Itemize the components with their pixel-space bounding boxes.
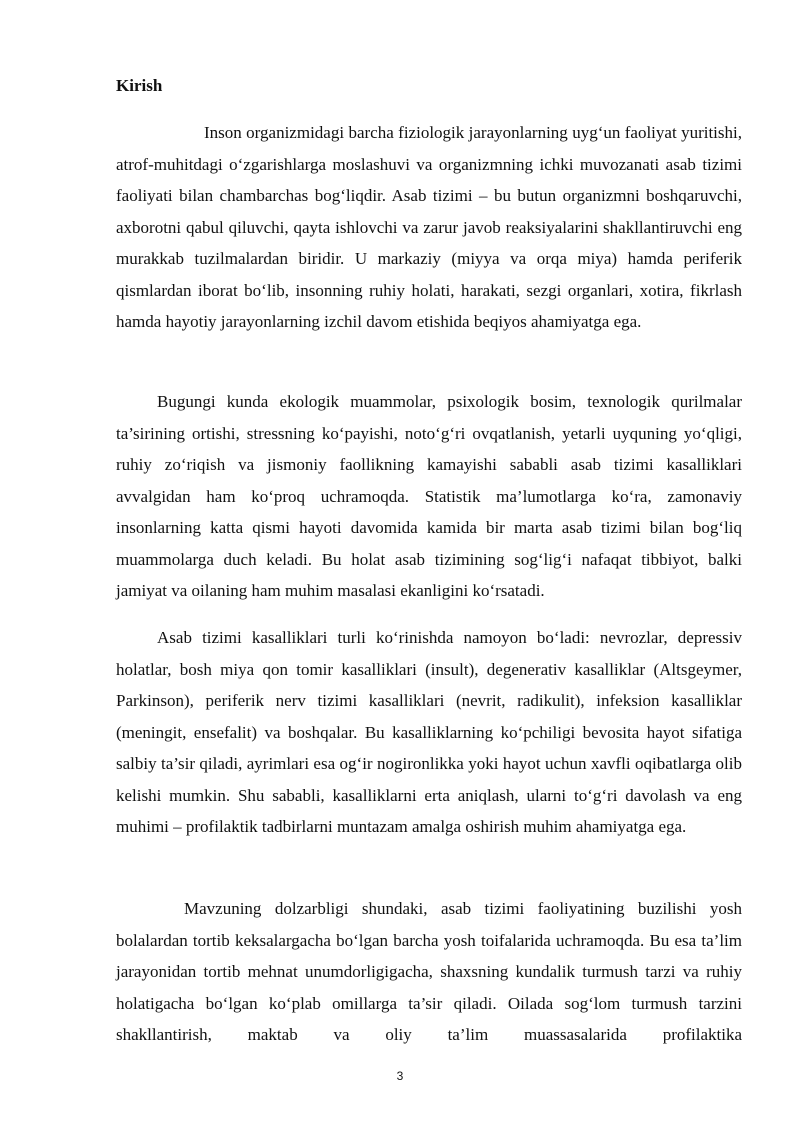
paragraph-3: Asab tizimi kasalliklari turli ko‘rinishda namoyon bo‘ladi: nevrozlar, depressiv holatlar, bosh miya qon tomir kasalliklari (insult), degenerativ kasalliklar (Altsgeymer, Parkinson), periferik nerv tizimi kasalliklari (nevrit, radikulit), infeksion kasalliklar (meningit, ensefalit) va boshqalar. Bu kasalliklarning ko‘pchiligi bevosita hayot sifatiga salbiy ta’sir qiladi, ayrimlari esa og‘ir nogironlikka yoki hayot uchun xavfli oqibatlarga olib kelishi mumkin. Shu sababli, kasalliklarni erta aniqlash, ularni to‘g‘ri davolash va eng muhimi – profilaktik tadbirlarni muntazam amalga oshirish muhim ahamiyatga ega.	[116, 628, 742, 836]
section-heading: Kirish	[116, 76, 163, 95]
paragraph-1: Inson organizmidagi barcha fiziologik jarayonlarning uyg‘un faoliyat yuritishi, atrof-muhitdagi o‘zgarishlarga moslashuvi va organizmning ichki muvozanati asab tizimi faoliyati bilan chambarchas bog‘liqdir. Asab tizimi – bu butun organizmni boshqaruvchi, axborotni qabul qiluvchi, qayta ishlovchi va zarur javob reaksiyalarini shakllantiruvchi eng murakkab tuzilmalardan biridir. U markaziy (miyya va orqa miya) hamda periferik qismlardan iborat bo‘lib, insonning ruhiy holati, harakati, sezgi organlari, xotira, fikrlash hamda hayotiy jarayonlarning izchil davom etishida beqiyos ahamiyatga ega.	[116, 123, 742, 331]
paragraph-2: Bugungi kunda ekologik muammolar, psixologik bosim, texnologik qurilmalar ta’sirining ortishi, stressning ko‘payishi, noto‘g‘ri ovqatlanish, yetarli uyquning yo‘qligi, ruhiy zo‘riqish va jismoniy faollikning kamayishi sababli asab tizimi kasalliklari avvalgidan ham ko‘proq uchramoqda. Statistik ma’lumotlarga ko‘ra, zamonaviy insonlarning katta qismi hayoti davomida kamida bir marta asab tizimi bilan bog‘liq muammolarga duch keladi. Bu holat asab tizimining sog‘lig‘i nafaqat tibbiyot, balki jamiyat va oilaning ham muhim masalasi ekanligini ko‘rsatadi.	[116, 392, 742, 600]
page-number: 3	[396, 1069, 404, 1083]
paragraph-4: Mavzuning dolzarbligi shundaki, asab tizimi faoliyatining buzilishi yosh bolalardan tortib keksalargacha bo‘lgan barcha yosh toifalarida uchramoqda. Bu esa ta’lim jarayonidan tortib mehnat unumdorligigacha, shaxsning kundalik turmush tarzi va ruhiy holatigacha bo‘lgan ko‘plab omillarga ta’sir qiladi. Oilada sog‘lom turmush tarzini shakllantirish, maktab va oliy ta’lim muassasalarida profilaktika	[116, 899, 742, 1044]
